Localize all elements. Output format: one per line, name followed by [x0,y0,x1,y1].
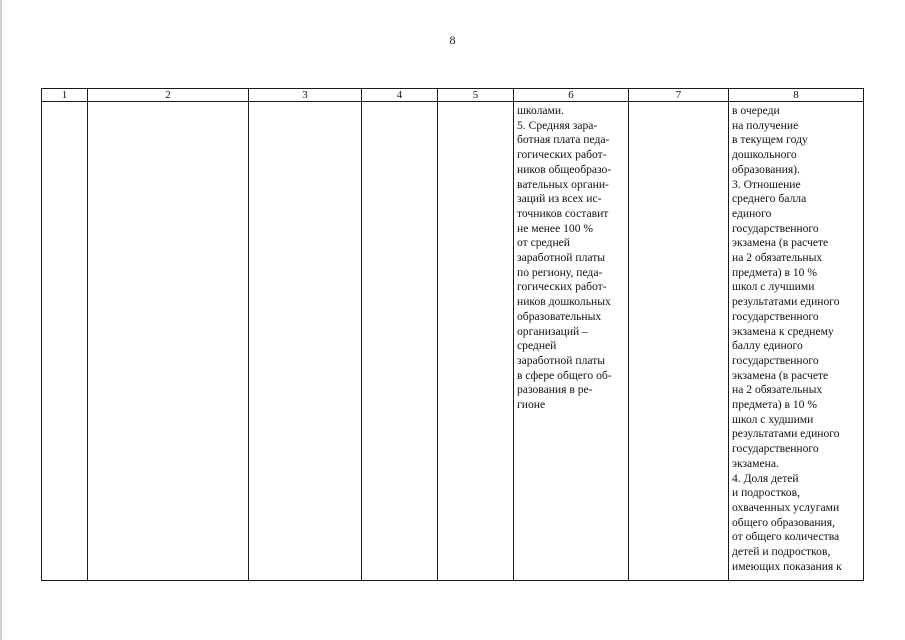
cell-text-line: в очереди [732,104,780,117]
cell-text-line: охваченных услугами [732,500,840,514]
cell-text-line: школ с лучшими [732,280,815,294]
cell-text-line: ботная плата педа- [517,133,610,147]
column-header-1: 1 [42,89,88,102]
cell-text-line: гогических работ- [517,280,607,294]
cell-text-line: гионе [517,398,546,412]
cell-text-line: 5. Средняя зара- [517,118,598,132]
column-header-6: 6 [514,89,629,102]
cell-text-line: 3. Отношение [732,177,801,191]
cell-text-line: баллу единого [732,339,803,353]
cell-text-line: экзамена к среднему [732,324,834,338]
cell-text-line: заработной платы [517,353,606,367]
cell-text-line: результатами единого [732,427,840,441]
cell-col-7 [629,102,729,581]
cell-text-line: экзамена. [732,456,779,470]
cell-text-line: государственного [732,221,819,235]
cell-text-line: вательных органи- [517,177,609,191]
cell-text-line: по региону, педа- [517,265,603,279]
cell-text-line: не менее 100 % [517,221,594,235]
cell-text-line: результатами единого [732,295,840,309]
header-row [42,89,864,102]
cell-col-8 [729,102,864,581]
page-number: 8 [449,33,456,47]
cell-text-line: государственного [732,309,819,323]
cell-text-line: от средней [517,236,570,250]
column-header-4: 4 [362,89,438,102]
cell-text-line: единого [732,206,772,220]
cell-text-line: на 2 обязательных [732,383,823,397]
cell-text-line: на 2 обязательных [732,251,823,265]
cell-text-line: средней [517,339,557,353]
cell-text-line: экзамена (в расчете [732,236,829,250]
cell-text-line: в сфере общего об- [517,368,612,382]
column-header-8: 8 [729,89,864,102]
scan-edge [0,0,2,640]
cell-text-line: организаций – [517,324,588,338]
cell-text-line: разования в ре- [517,383,593,397]
cell-col-2 [88,102,249,581]
cell-col-4 [362,102,438,581]
cell-text-line: на получение [732,118,799,132]
cell-text-line: экзамена (в расчете [732,368,829,382]
cell-text-line: точников составит [517,206,609,220]
cell-text-line: ников общеобразо- [517,162,612,176]
cell-text-line: в текущем году [732,133,808,147]
column-header-5: 5 [438,89,514,102]
cell-text-line: дошкольного [732,148,797,162]
cell-text-line: заций из всех ис- [517,192,602,206]
cell-text-line: образовательных [517,309,602,323]
cell-text-line: ников дошкольных [517,295,611,309]
cell-col-3 [249,102,362,581]
cell-text-line: гогических работ- [517,148,607,162]
cell-text-line: общего образования, [732,515,835,529]
cell-text-line: школ с худшими [732,412,814,426]
cell-col-1 [42,102,88,581]
cell-col-6 [514,102,629,581]
column-header-3: 3 [249,89,362,102]
cell-text-line: образования). [732,162,800,176]
cell-text-line: школами. [517,104,564,117]
cell-text-line: заработной платы [517,251,606,265]
cell-text-line: среднего балла [732,192,807,206]
cell-text-line: государственного [732,353,819,367]
cell-text-line: 4. Доля детей [732,471,799,485]
cell-text-line: государственного [732,442,819,456]
cell-text-line: предмета) в 10 % [732,398,818,412]
cell-col-5 [438,102,514,581]
cell-text-line: детей и подростков, [732,545,831,559]
cell-text-line: от общего количества [732,530,840,544]
column-header-2: 2 [88,89,249,102]
cell-text-line: предмета) в 10 % [732,265,818,279]
cell-text-line: и подростков, [732,486,800,500]
table-row [42,102,864,581]
cell-text-line: имеющих показания к [732,559,842,573]
data-table [41,88,864,581]
column-header-7: 7 [629,89,729,102]
